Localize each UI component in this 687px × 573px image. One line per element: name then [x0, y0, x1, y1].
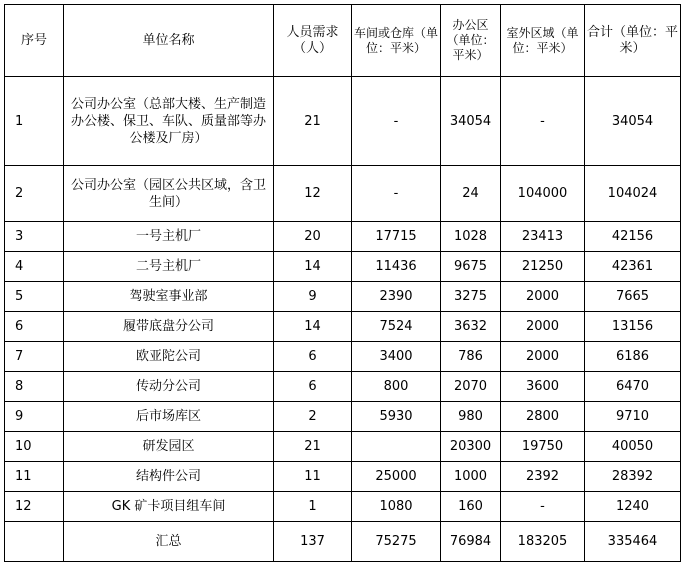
- cell-workshop: 5930: [352, 402, 441, 432]
- cell-office: 1000: [441, 462, 501, 492]
- cell-office: 980: [441, 402, 501, 432]
- cell-total: 13156: [585, 312, 681, 342]
- cell-outdoor: 3600: [501, 372, 585, 402]
- cell-seq: 3: [5, 222, 64, 252]
- cell-seq: 12: [5, 492, 64, 522]
- cell-staff: 21: [274, 77, 352, 166]
- cell-total: 6470: [585, 372, 681, 402]
- cell-outdoor: -: [501, 492, 585, 522]
- cell-seq: 7: [5, 342, 64, 372]
- cell-unit: 传动分公司: [64, 372, 274, 402]
- cell-seq: 1: [5, 77, 64, 166]
- cell-workshop: 11436: [352, 252, 441, 282]
- header-outdoor: 室外区域（单位：平米）: [501, 5, 585, 77]
- table-row: [5, 77, 681, 166]
- cell-workshop: 25000: [352, 462, 441, 492]
- cell-unit: 汇总: [64, 522, 274, 562]
- cell-outdoor: 21250: [501, 252, 585, 282]
- cell-outdoor: 104000: [501, 166, 585, 222]
- cell-workshop: [352, 432, 441, 462]
- cell-seq: 4: [5, 252, 64, 282]
- summary-row: [5, 522, 681, 562]
- cell-workshop: 1080: [352, 492, 441, 522]
- table-row: [5, 462, 681, 492]
- cell-office: 9675: [441, 252, 501, 282]
- cell-office: 160: [441, 492, 501, 522]
- cell-office: 786: [441, 342, 501, 372]
- cell-staff: 21: [274, 432, 352, 462]
- header-unit: 单位名称: [64, 5, 274, 77]
- cell-outdoor: 183205: [501, 522, 585, 562]
- cell-outdoor: 2392: [501, 462, 585, 492]
- cell-office: 3632: [441, 312, 501, 342]
- cell-workshop: 3400: [352, 342, 441, 372]
- table-row: [5, 492, 681, 522]
- header-seq: 序号: [5, 5, 64, 77]
- cell-office: 34054: [441, 77, 501, 166]
- requirements-table: [4, 4, 681, 562]
- table-row: [5, 372, 681, 402]
- cell-staff: 137: [274, 522, 352, 562]
- header-total: 合计（单位：平米）: [585, 5, 681, 77]
- cell-total: 1240: [585, 492, 681, 522]
- cell-total: 42156: [585, 222, 681, 252]
- header-staff: 人员需求（人）: [274, 5, 352, 77]
- cell-staff: 14: [274, 252, 352, 282]
- cell-unit: 研发园区: [64, 432, 274, 462]
- cell-unit: GK 矿卡项目组车间: [64, 492, 274, 522]
- cell-outdoor: 2000: [501, 312, 585, 342]
- cell-seq: 10: [5, 432, 64, 462]
- cell-seq: 8: [5, 372, 64, 402]
- cell-workshop: -: [352, 77, 441, 166]
- cell-unit: 公司办公室（园区公共区域，含卫生间）: [64, 166, 274, 222]
- header-workshop: 车间或仓库（单位：平米）: [352, 5, 441, 77]
- cell-staff: 20: [274, 222, 352, 252]
- cell-staff: 2: [274, 402, 352, 432]
- cell-total: 6186: [585, 342, 681, 372]
- cell-unit: 欧亚陀公司: [64, 342, 274, 372]
- cell-workshop: 800: [352, 372, 441, 402]
- table-row: [5, 282, 681, 312]
- cell-outdoor: -: [501, 77, 585, 166]
- cell-seq: [5, 522, 64, 562]
- cell-outdoor: 2000: [501, 282, 585, 312]
- cell-outdoor: 2800: [501, 402, 585, 432]
- cell-seq: 6: [5, 312, 64, 342]
- cell-seq: 9: [5, 402, 64, 432]
- cell-workshop: 7524: [352, 312, 441, 342]
- table-row: [5, 252, 681, 282]
- header-office: 办公区（单位：平米）: [441, 5, 501, 77]
- table-header-row: [5, 5, 681, 77]
- cell-total: 40050: [585, 432, 681, 462]
- cell-total: 34054: [585, 77, 681, 166]
- table-row: [5, 222, 681, 252]
- cell-unit: 驾驶室事业部: [64, 282, 274, 312]
- cell-staff: 6: [274, 342, 352, 372]
- cell-office: 1028: [441, 222, 501, 252]
- cell-total: 7665: [585, 282, 681, 312]
- cell-total: 28392: [585, 462, 681, 492]
- cell-workshop: -: [352, 166, 441, 222]
- cell-outdoor: 19750: [501, 432, 585, 462]
- cell-staff: 6: [274, 372, 352, 402]
- cell-staff: 12: [274, 166, 352, 222]
- cell-seq: 2: [5, 166, 64, 222]
- cell-office: 3275: [441, 282, 501, 312]
- cell-total: 104024: [585, 166, 681, 222]
- cell-outdoor: 2000: [501, 342, 585, 372]
- cell-outdoor: 23413: [501, 222, 585, 252]
- cell-workshop: 2390: [352, 282, 441, 312]
- cell-office: 76984: [441, 522, 501, 562]
- cell-staff: 9: [274, 282, 352, 312]
- table-row: [5, 312, 681, 342]
- cell-total: 42361: [585, 252, 681, 282]
- cell-unit: 公司办公室（总部大楼、生产制造办公楼、保卫、车队、质量部等办公楼及厂房）: [64, 77, 274, 166]
- table-row: [5, 342, 681, 372]
- cell-office: 2070: [441, 372, 501, 402]
- cell-workshop: 75275: [352, 522, 441, 562]
- cell-unit: 结构件公司: [64, 462, 274, 492]
- cell-unit: 二号主机厂: [64, 252, 274, 282]
- cell-total: 335464: [585, 522, 681, 562]
- cell-office: 24: [441, 166, 501, 222]
- cell-staff: 11: [274, 462, 352, 492]
- cell-unit: 后市场库区: [64, 402, 274, 432]
- cell-unit: 一号主机厂: [64, 222, 274, 252]
- cell-office: 20300: [441, 432, 501, 462]
- table-row: [5, 432, 681, 462]
- cell-staff: 14: [274, 312, 352, 342]
- table-row: [5, 166, 681, 222]
- cell-workshop: 17715: [352, 222, 441, 252]
- cell-total: 9710: [585, 402, 681, 432]
- cell-unit: 履带底盘分公司: [64, 312, 274, 342]
- cell-seq: 5: [5, 282, 64, 312]
- table-row: [5, 402, 681, 432]
- cell-staff: 1: [274, 492, 352, 522]
- cell-seq: 11: [5, 462, 64, 492]
